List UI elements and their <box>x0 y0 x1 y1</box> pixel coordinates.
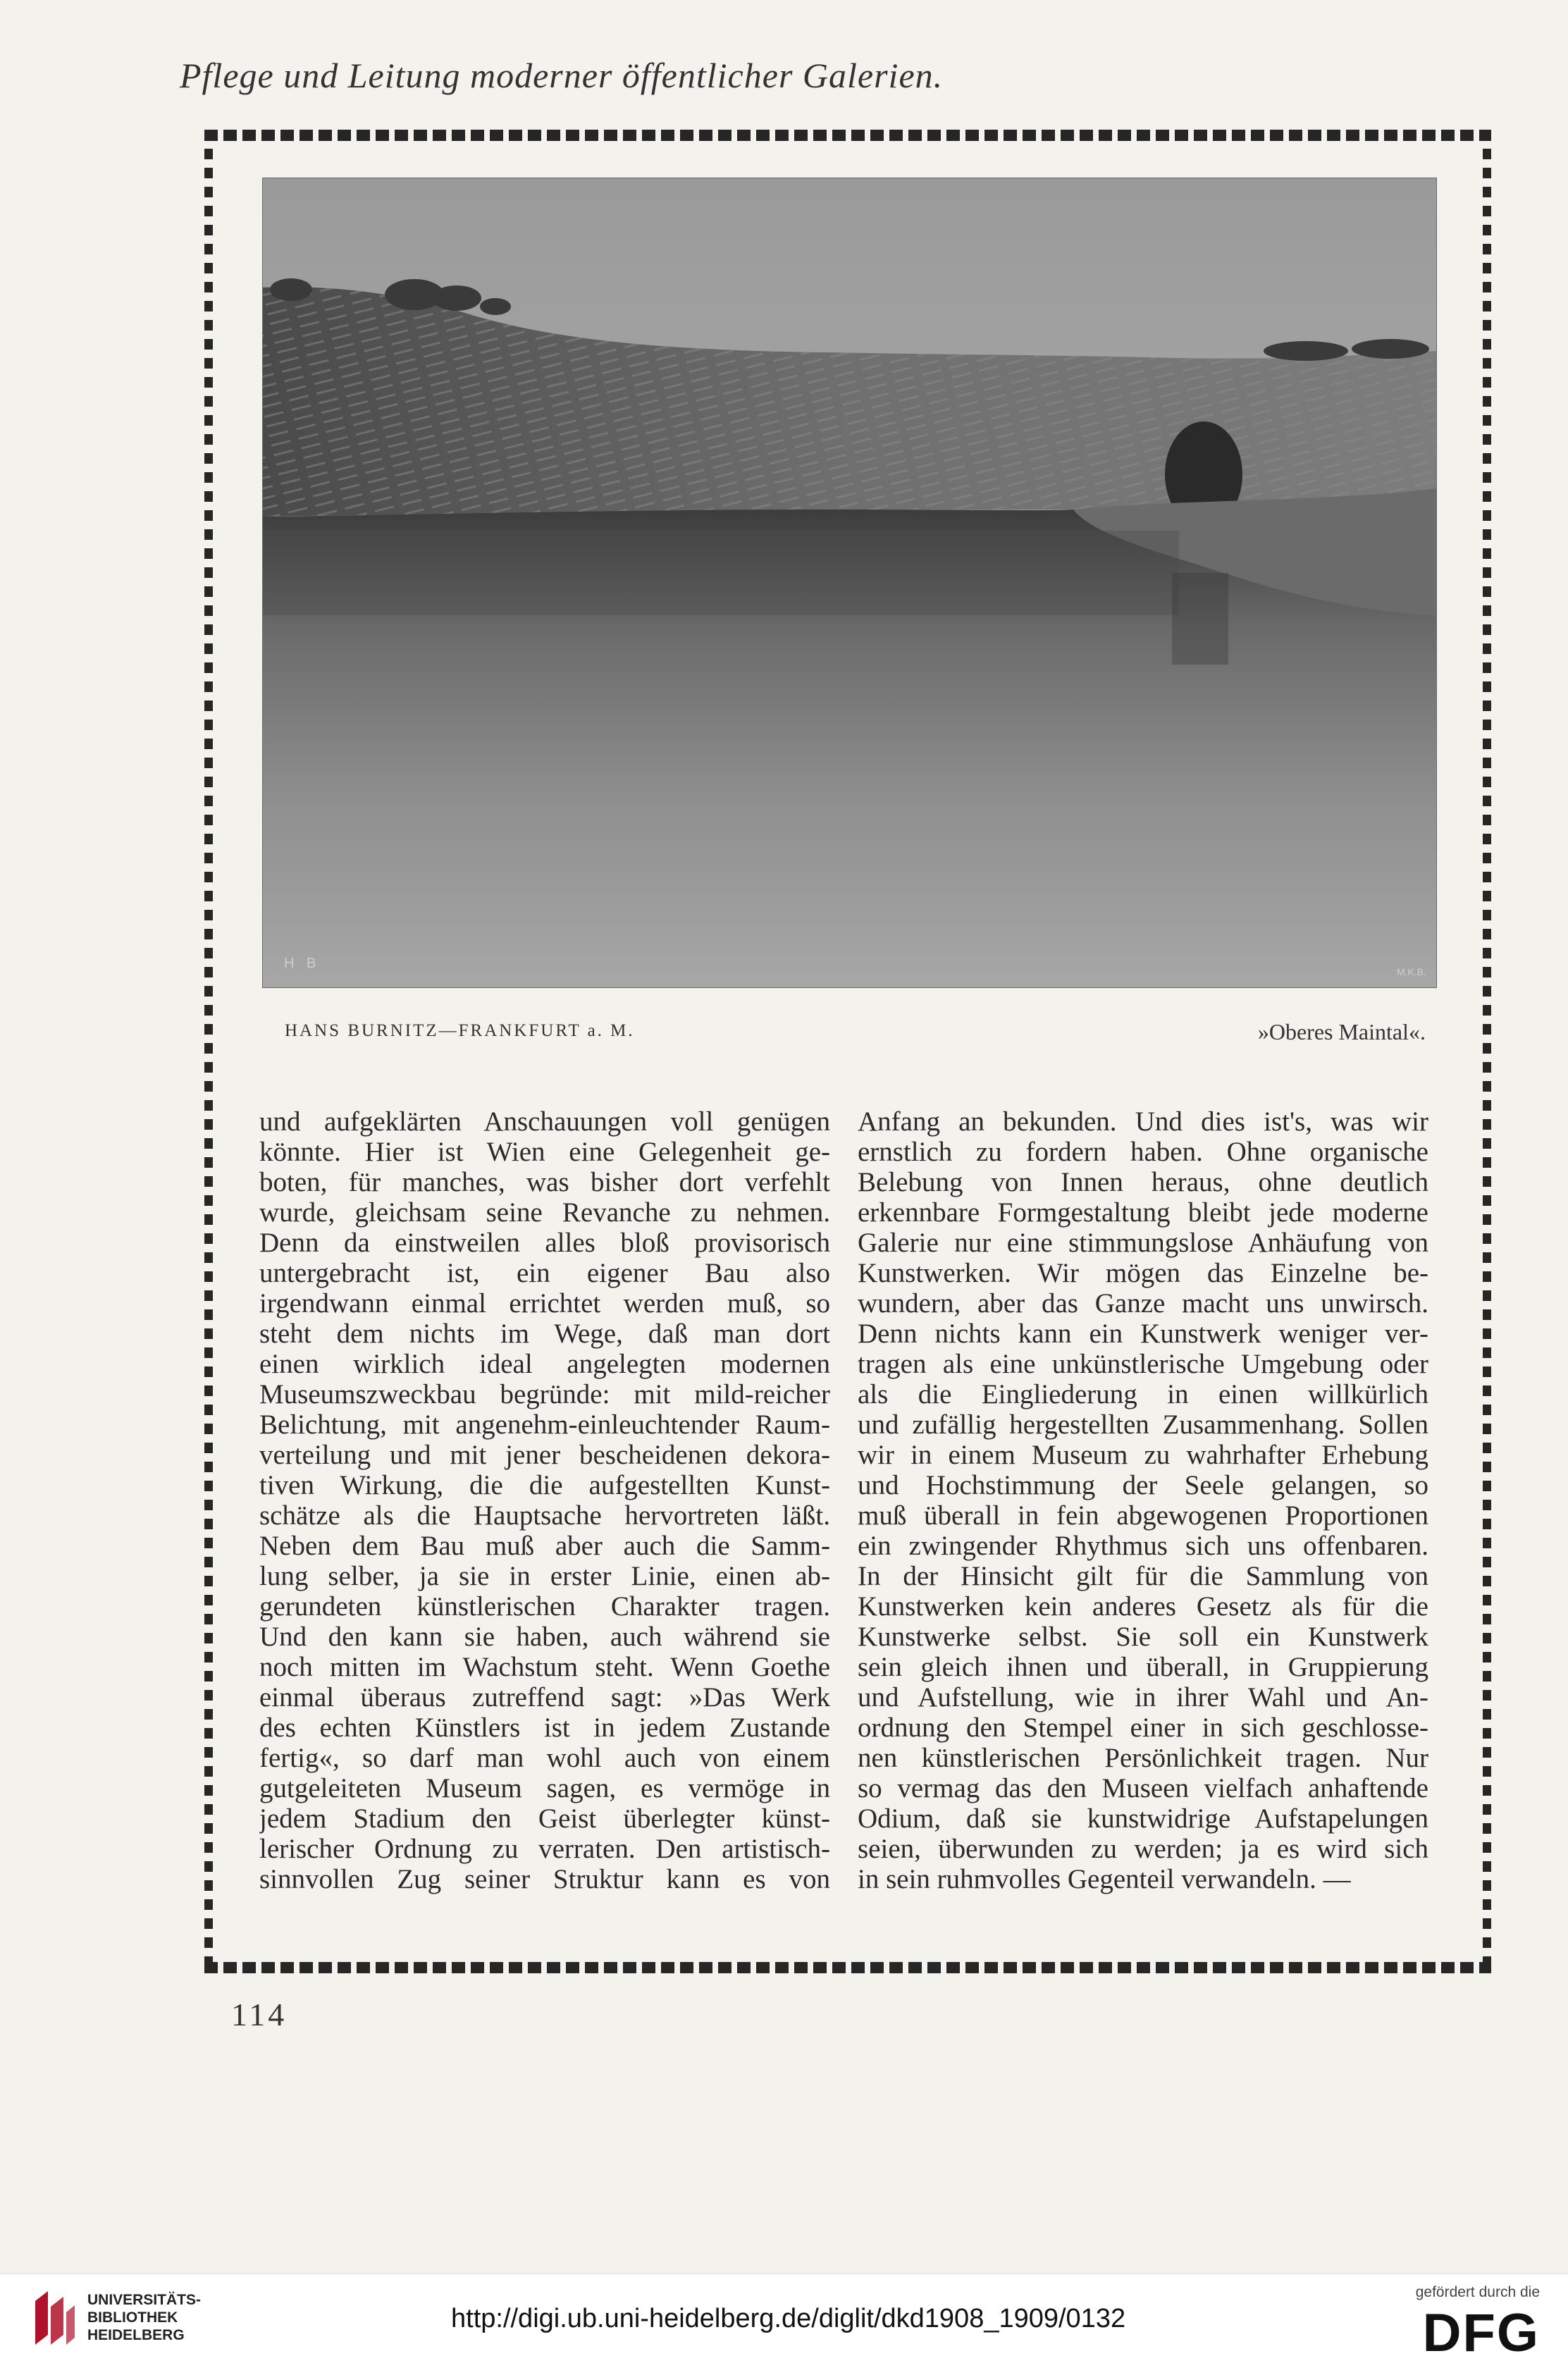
text-line: wir in einem Museum zu wahrhafter Erhebung <box>858 1440 1428 1470</box>
text-line: Und den kann sie haben, auch während sie <box>259 1622 830 1652</box>
text-line: in sein ruhmvolles Gegenteil verwandeln. — <box>858 1864 1351 1894</box>
text-line: und zufällig hergestellten Zusammenhang. Sollen <box>858 1409 1428 1440</box>
text-line: Odium, daß sie kunstwidrige Aufstapelungen <box>858 1803 1428 1834</box>
text-line: Kunstwerke selbst. Sie soll ein Kunstwerk <box>858 1622 1428 1652</box>
text-line: lerischer Ordnung zu verraten. Den artistisch- <box>259 1834 830 1864</box>
frame-right-border <box>1483 130 1491 1973</box>
text-line: Denn nichts kann ein Kunstwerk weniger ver- <box>858 1319 1428 1349</box>
text-line: einen wirklich ideal angelegten modernen <box>259 1349 830 1379</box>
text-line: und Hochstimmung der Seele gelangen, so <box>858 1470 1428 1500</box>
text-line: sein gleich ihnen und überall, in Gruppierung <box>858 1652 1428 1682</box>
text-line: sinnvollen Zug seiner Struktur kann es von <box>259 1864 830 1894</box>
text-line: wurde, gleichsam seine Revanche zu nehmen. <box>259 1197 830 1228</box>
text-line: Neben dem Bau muß aber auch die Samm- <box>259 1531 830 1561</box>
text-line: nen künstlerischen Persönlichkeit tragen. Nur <box>858 1743 1428 1773</box>
running-title: Pflege und Leitung moderner öffentlicher Galerien. <box>180 56 944 95</box>
university-library-name[interactable] <box>87 2291 201 2344</box>
text-line: so vermag das den Museen vielfach anhaftende <box>858 1773 1428 1803</box>
funding-label: gefördert durch die <box>1415 2284 1540 2300</box>
text-line: In der Hinsicht gilt für die Sammlung von <box>858 1561 1428 1591</box>
text-line: Galerie nur eine stimmungslose Anhäufung von <box>858 1228 1428 1258</box>
library-name-line: UNIVERSITÄTS- <box>87 2292 202 2308</box>
frame-left-border <box>204 130 213 1973</box>
text-line: steht dem nichts im Wege, daß man dort <box>259 1319 830 1349</box>
figure-caption-title: »Oberes Maintal«. <box>1257 1019 1426 1044</box>
text-line: seien, überwunden zu werden; ja es wird sich <box>858 1834 1428 1864</box>
painting-monogram-left: H B <box>284 956 321 971</box>
text-line: als die Eingliederung in einen willkürlich <box>858 1379 1428 1409</box>
painting-oberes-maintal <box>262 178 1437 988</box>
library-name-line: HEIDELBERG <box>87 2327 185 2343</box>
text-line: fertig«, so darf man wohl auch von einem <box>259 1743 830 1773</box>
text-line: ein zwingender Rhythmus sich uns offenbaren. <box>858 1531 1428 1561</box>
text-line: wundern, aber das Ganze macht uns unwirsch. <box>858 1288 1428 1319</box>
text-line: jedem Stadium den Geist überlegter künst- <box>259 1803 830 1834</box>
text-line: und Aufstellung, wie in ihrer Wahl und An- <box>858 1682 1428 1713</box>
text-line: tiven Wirkung, die die aufgestellten Kunst- <box>259 1470 830 1500</box>
frame-bottom-border <box>204 1962 1491 1973</box>
text-line: könnte. Hier ist Wien eine Gelegenheit ge- <box>259 1137 830 1167</box>
text-line: Belichtung, mit angenehm-einleuchtender Raum- <box>259 1409 830 1440</box>
permalink-url[interactable]: http://digi.ub.uni-heidelberg.de/diglit/dkd1908_1909/0132 <box>451 2304 1126 2333</box>
text-line: schätze als die Hauptsache hervortreten läßt. <box>259 1500 830 1531</box>
text-column-left <box>259 1106 830 1894</box>
frame-top-border <box>204 130 1491 141</box>
text-line: verteilung und mit jener bescheidenen dekora- <box>259 1440 830 1470</box>
text-line: des echten Künstlers ist in jedem Zustande <box>259 1713 830 1743</box>
text-line: Anfang an bekunden. Und dies ist's, was wir <box>858 1106 1428 1137</box>
text-line: noch mitten im Wachstum steht. Wenn Goethe <box>259 1652 830 1682</box>
painting-image <box>263 178 1436 987</box>
text-line: ordnung den Stempel einer in sich geschlosse- <box>858 1713 1428 1743</box>
text-column-right <box>858 1106 1428 1894</box>
text-line: Belebung von Innen heraus, ohne deutlich <box>858 1167 1428 1197</box>
text-line: Museumszweckbau begründe: mit mild-reicher <box>259 1379 830 1409</box>
text-line: erkennbare Formgestaltung bleibt jede moderne <box>858 1197 1428 1228</box>
text-line: irgendwann einmal errichtet werden muß, so <box>259 1288 830 1319</box>
dfg-logo[interactable]: DFG <box>1422 2303 1540 2363</box>
digitization-footer <box>0 2273 1568 2363</box>
text-line: gutgeleiteten Museum sagen, es vermöge in <box>259 1773 830 1803</box>
painting-monogram-right: M.K.B. <box>1396 966 1426 977</box>
page-number: 114 <box>231 1997 288 2032</box>
text-line: boten, für manches, was bisher dort verfehlt <box>259 1167 830 1197</box>
text-line: und aufgeklärten Anschauungen voll genügen <box>259 1106 830 1137</box>
text-line: Kunstwerken kein anderes Gesetz als für die <box>858 1591 1428 1622</box>
text-line: muß überall in fein abgewogenen Proportionen <box>858 1500 1428 1531</box>
text-line: einmal überaus zutreffend sagt: »Das Werk <box>259 1682 830 1713</box>
text-line: untergebracht ist, ein eigener Bau also <box>259 1258 830 1288</box>
figure-caption-artist: HANS BURNITZ—FRANKFURT a. M. <box>285 1021 635 1040</box>
library-name-line: BIBLIOTHEK <box>87 2309 178 2326</box>
text-line: Kunstwerken. Wir mögen das Einzelne be- <box>858 1258 1428 1288</box>
text-line: ernstlich zu fordern haben. Ohne organische <box>858 1137 1428 1167</box>
text-line: lung selber, ja sie in erster Linie, einen ab- <box>259 1561 830 1591</box>
text-line: gerundeten künstlerischen Charakter tragen. <box>259 1591 830 1622</box>
university-library-logo-icon[interactable] <box>32 2288 78 2347</box>
text-line: Denn da einstweilen alles bloß provisorisch <box>259 1228 830 1258</box>
text-line: tragen als eine unkünstlerische Umgebung oder <box>858 1349 1428 1379</box>
